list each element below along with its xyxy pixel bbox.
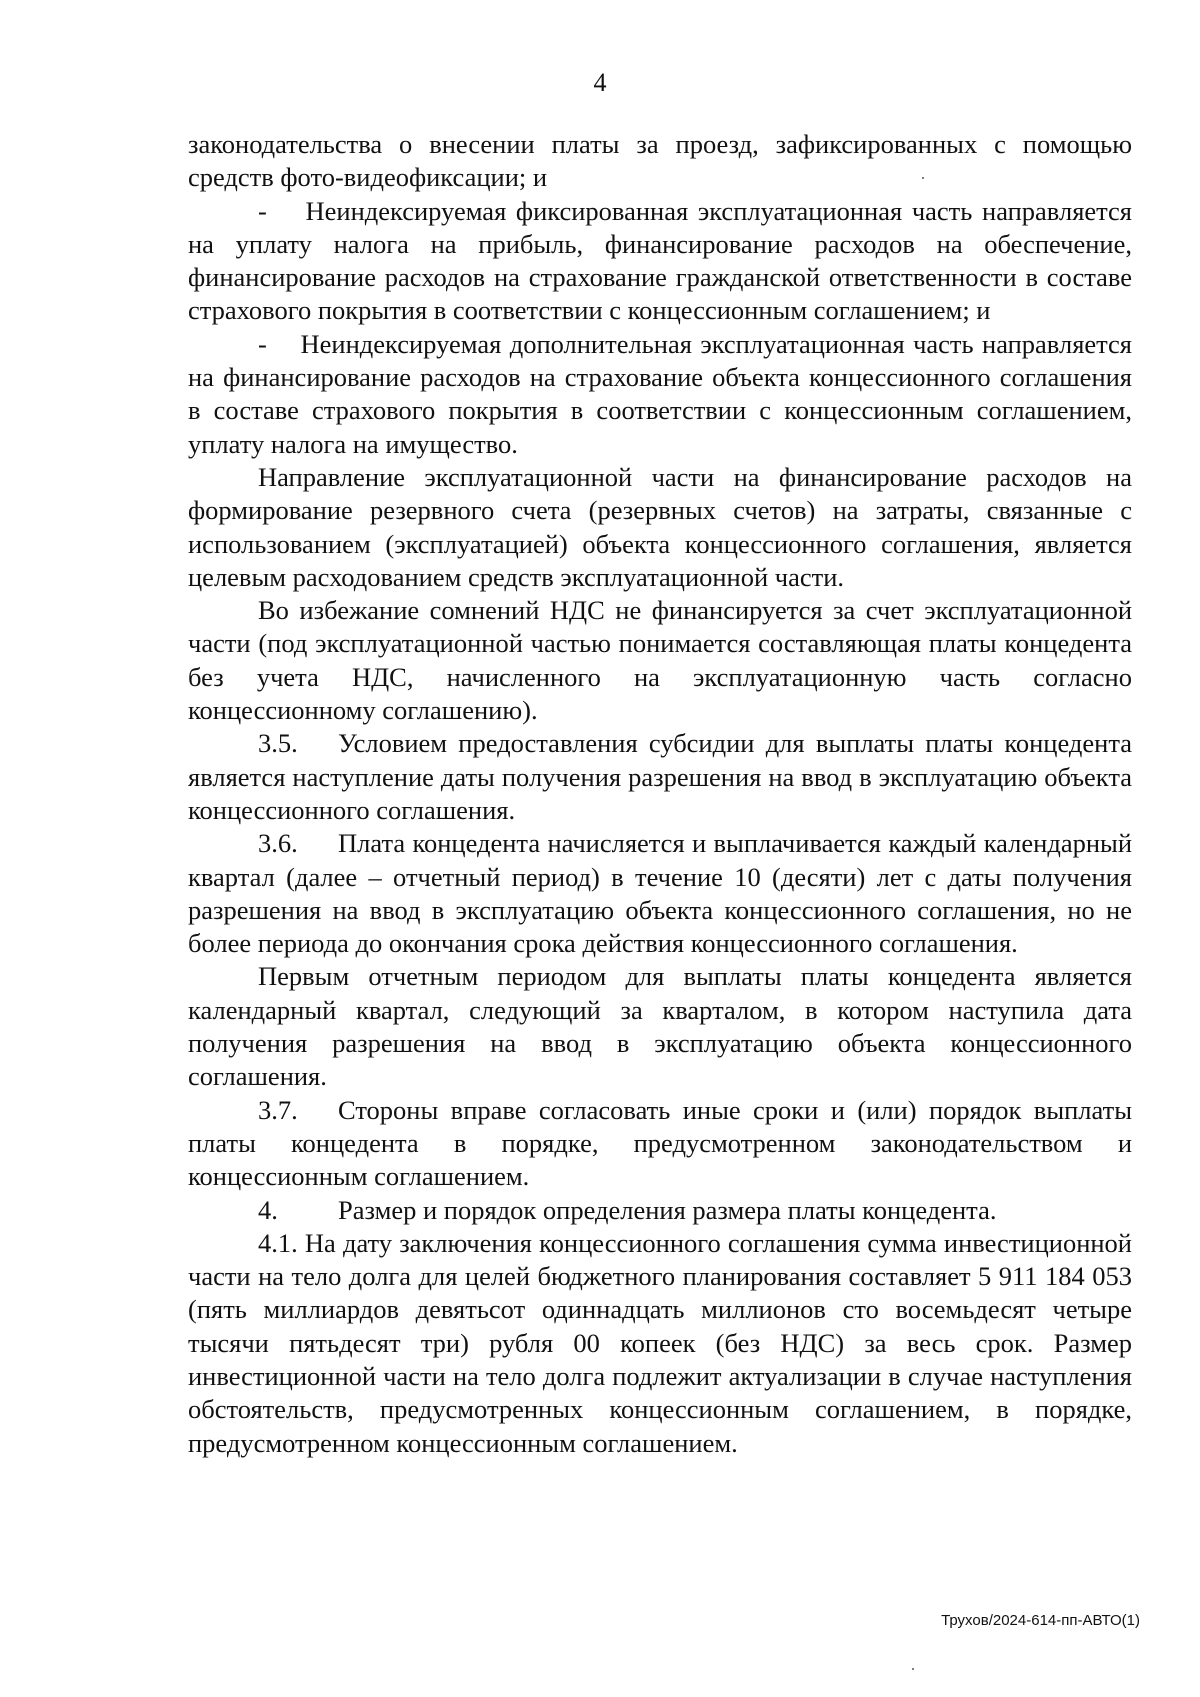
clause-3-6 [188, 827, 1132, 960]
section-title: Размер и порядок определения размера платы концедента. [338, 1194, 997, 1225]
clause-text: Стороны вправе согласовать иные сроки и (или) порядок выплаты платы концедента в порядке, предусмотренном законодательством и концессионным соглашением. [188, 1094, 1132, 1192]
list-item-additional-part: - Неиндексируемая дополнительная эксплуатационная часть направляется на финансирование расходов на страхование объекта концессионного соглашения в составе страхового покрытия в соответствии с концессионным соглашением, уплату налога на имущество. [188, 328, 1132, 459]
clause-text: Плата концедента начисляется и выплачивается каждый календарный квартал (далее – отчетный период) в течение 10 (десяти) лет с даты получения разрешения на ввод в эксплуатацию объекта концессионного соглашения, но не более периода до окончания срока действия концессионного соглашения. [188, 828, 1132, 959]
paragraph-first-period: Первым отчетным периодом для выплаты платы концедента является календарный квартал, следующий за кварталом, в котором наступила дата получения разрешения на ввод в эксплуатацию объекта концессионного соглашения. [188, 961, 1132, 1092]
paragraph-continuation: законодательства о внесении платы за проезд, зафиксированных с помощью средств фото-видеофиксации; и [188, 129, 1132, 193]
clause-number: 3.6. [258, 828, 298, 859]
clause-3-7 [188, 1094, 1132, 1194]
document-body [188, 128, 1132, 1460]
footer-document-reference: Трухов/2024-614-пп-АВТО(1) [941, 1612, 1140, 1629]
paragraph-reserve-account: Направление эксплуатационной части на финансирование расходов на формирование резервного счета (резервных счетов) на затраты, связанные с использованием (эксплуатацией) объекта концессионного соглашения, является целевым расходованием средств эксплуатационной части. [188, 461, 1132, 592]
scan-speck [922, 177, 924, 179]
list-item-fixed-part: - Неиндексируемая фиксированная эксплуатационная часть направляется на уплату налога на прибыль, финансирование расходов на обеспечение, финансирование расходов на страхование гражданской ответственности в составе страхового покрытия в соответствии с концессионным соглашением; и [188, 195, 1132, 326]
clause-4-1 [188, 1227, 1132, 1460]
clause-3-5 [188, 727, 1132, 827]
clause-number: 3.7. [258, 1094, 298, 1125]
clause-text: На дату заключения концессионного соглашения сумма инвестиционной части на тело долга для целей бюджетного планирования составляет 5 911 184 053 (пять миллиардов девятьсот одиннадцать миллионов сто восемьдесят четыре тысячи пятьдесят три) рубля 00 копеек (без НДС) за весь срок. Размер инвестиционной части на тело долга подлежит актуализации в случае наступления обстоятельств, предусмотренных концессионным соглашением, в порядке, предусмотренном концессионным соглашением. [188, 1227, 1132, 1458]
clause-number: 3.5. [258, 728, 298, 759]
clause-text: Условием предоставления субсидии для выплаты платы концедента является наступление даты получения разрешения на ввод в эксплуатацию объекта концессионного соглашения. [188, 728, 1132, 825]
section-number: 4. [258, 1194, 278, 1225]
clause-number: 4.1. [258, 1227, 298, 1258]
paragraph-vat: Во избежание сомнений НДС не финансируется за счет эксплуатационной части (под эксплуатационной частью понимается составляющая платы концедента без учета НДС, начисленного на эксплуатационную часть согласно концессионному соглашению). [188, 595, 1132, 726]
section-4-heading [188, 1194, 1132, 1227]
page-number: 4 [593, 68, 607, 97]
scan-speck [912, 1668, 914, 1670]
